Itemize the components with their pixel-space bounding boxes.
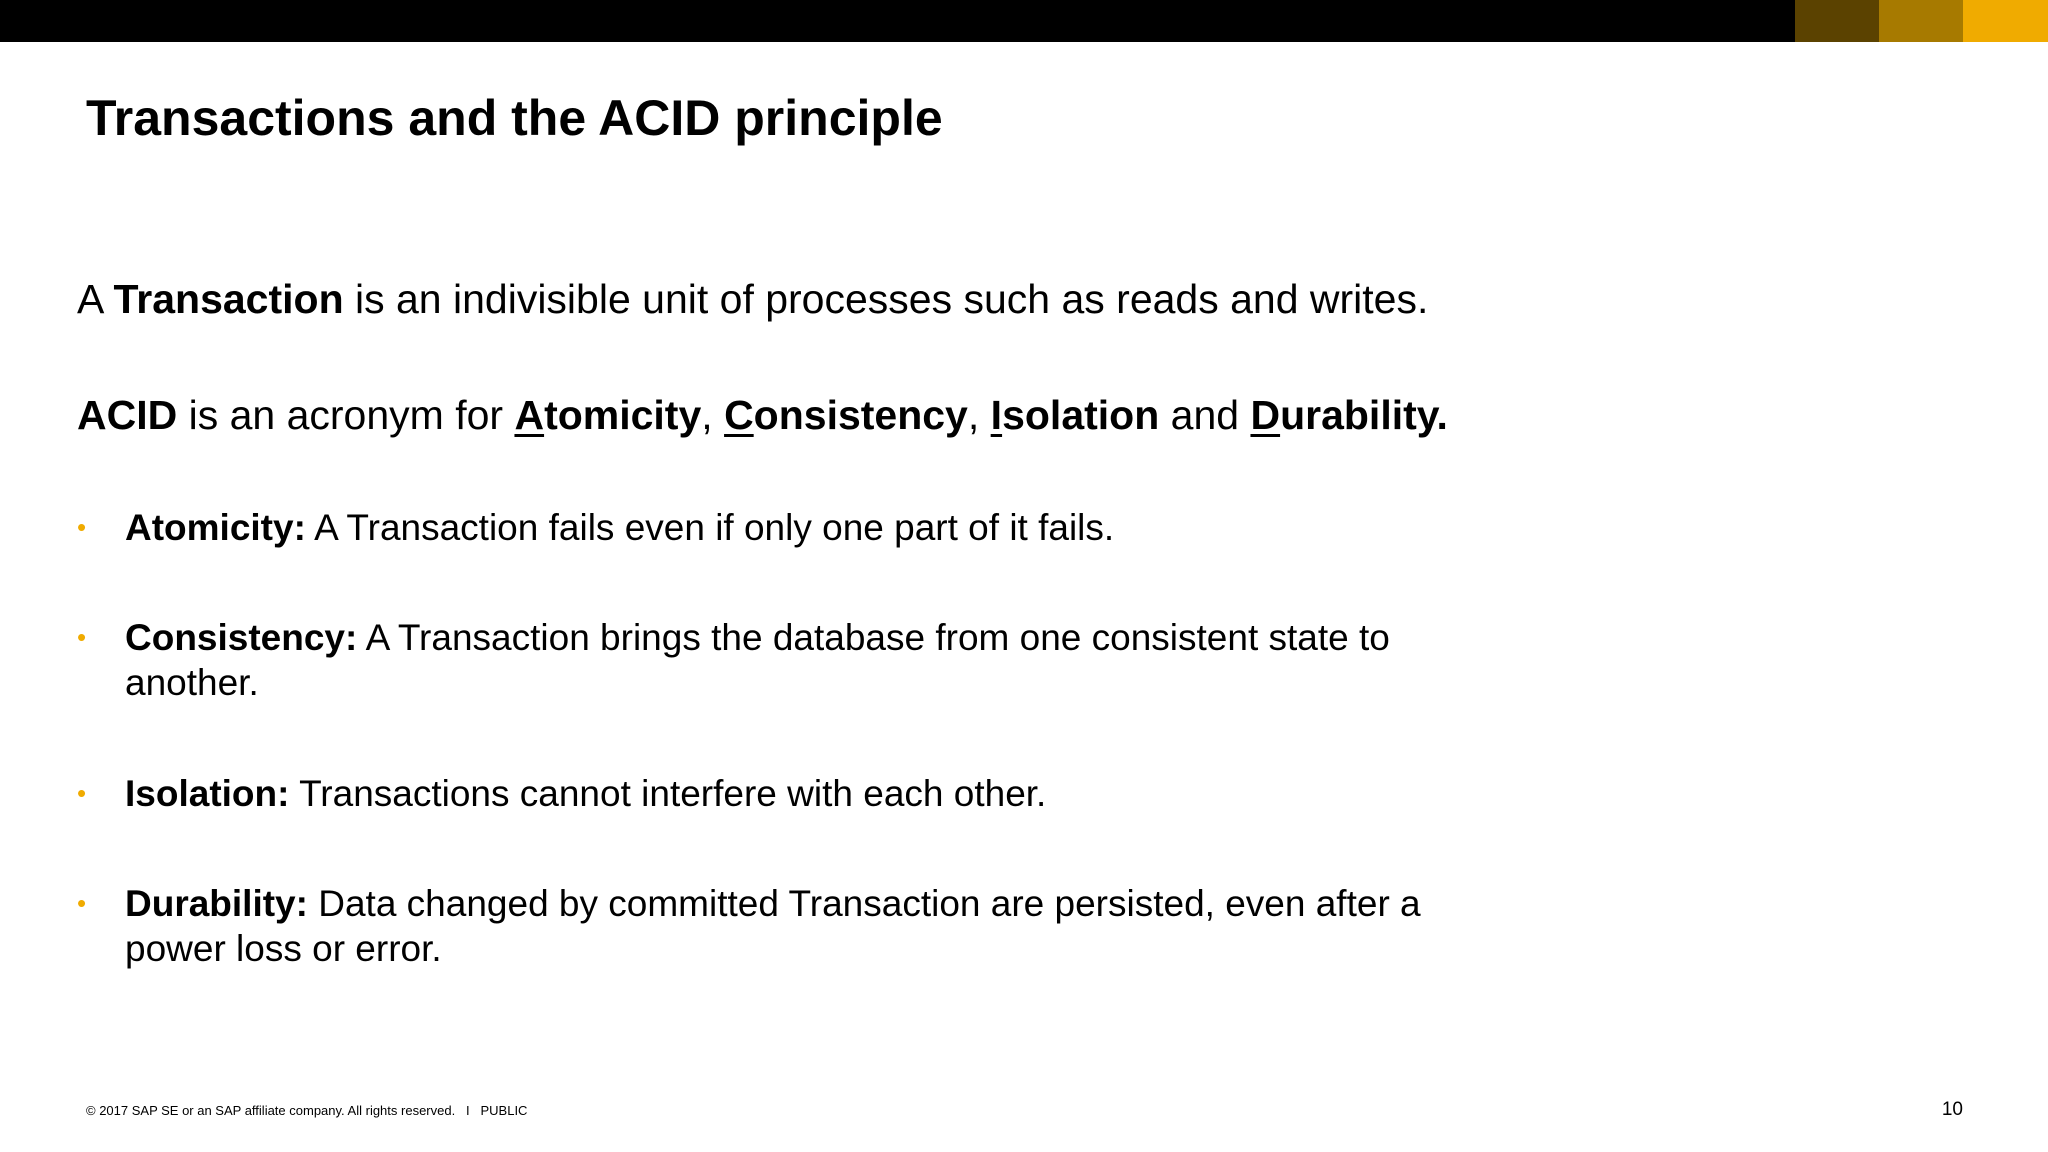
acid-atomicity-rest: tomicity [544, 392, 702, 438]
acid-acronym: ACID [77, 392, 178, 438]
copyright-footer: © 2017 SAP SE or an SAP affiliate company. All rights reserved. I PUBLIC [86, 1103, 528, 1118]
acid-consistency-initial: C [724, 392, 754, 438]
slide-title: Transactions and the ACID principle [86, 90, 943, 146]
acid-comma-1: , [701, 392, 725, 438]
bullet-text [125, 771, 1525, 816]
bullet-description: A Transaction brings the database from one consistent state to another. [125, 617, 1390, 703]
bullet-description: Transactions cannot interfere with each other. [289, 773, 1047, 814]
transaction-definition [77, 274, 1428, 324]
acid-isolation-rest: solation [1002, 392, 1160, 438]
acid-atomicity-initial: A [514, 392, 545, 438]
acid-acronym-line [77, 390, 1448, 440]
acid-isolation [991, 392, 1160, 438]
accent-block-light [1963, 0, 2048, 42]
bullet-term: Atomicity: [125, 507, 306, 548]
acid-durability [1250, 392, 1447, 438]
definition-rest: is an indivisible unit of processes such as reads and writes. [343, 276, 1429, 322]
acid-comma-2: , [967, 392, 991, 438]
acid-durability-initial: D [1250, 392, 1281, 438]
acid-consistency [724, 392, 968, 438]
acid-text: is an acronym for [177, 392, 515, 438]
acid-durability-rest: urability. [1280, 392, 1448, 438]
bullet-text [125, 881, 1525, 971]
acid-atomicity [514, 392, 701, 438]
bullet-description: A Transaction fails even if only one part of it fails. [305, 507, 1115, 548]
definition-term: Transaction [113, 276, 344, 322]
bullet-text [125, 505, 1525, 550]
definition-prefix: A [77, 276, 114, 322]
bullet-description: Data changed by committed Transaction are persisted, even after a power loss or error. [125, 883, 1421, 969]
top-bar [0, 0, 2048, 42]
bullet-marker: • [77, 888, 87, 918]
bullet-term: Consistency: [125, 617, 358, 658]
bullet-marker: • [77, 778, 87, 808]
bullet-marker: • [77, 512, 87, 542]
acid-consistency-rest: onsistency [753, 392, 968, 438]
page-number: 10 [1941, 1099, 1963, 1120]
bullet-term: Durability: [125, 883, 308, 924]
accent-block-mid [1879, 0, 1963, 42]
bullet-marker: • [77, 622, 87, 652]
acid-isolation-initial: I [990, 392, 1003, 438]
accent-block-dark [1795, 0, 1879, 42]
bullet-text [125, 615, 1525, 705]
bullet-term: Isolation: [125, 773, 290, 814]
acid-and: and [1159, 392, 1251, 438]
